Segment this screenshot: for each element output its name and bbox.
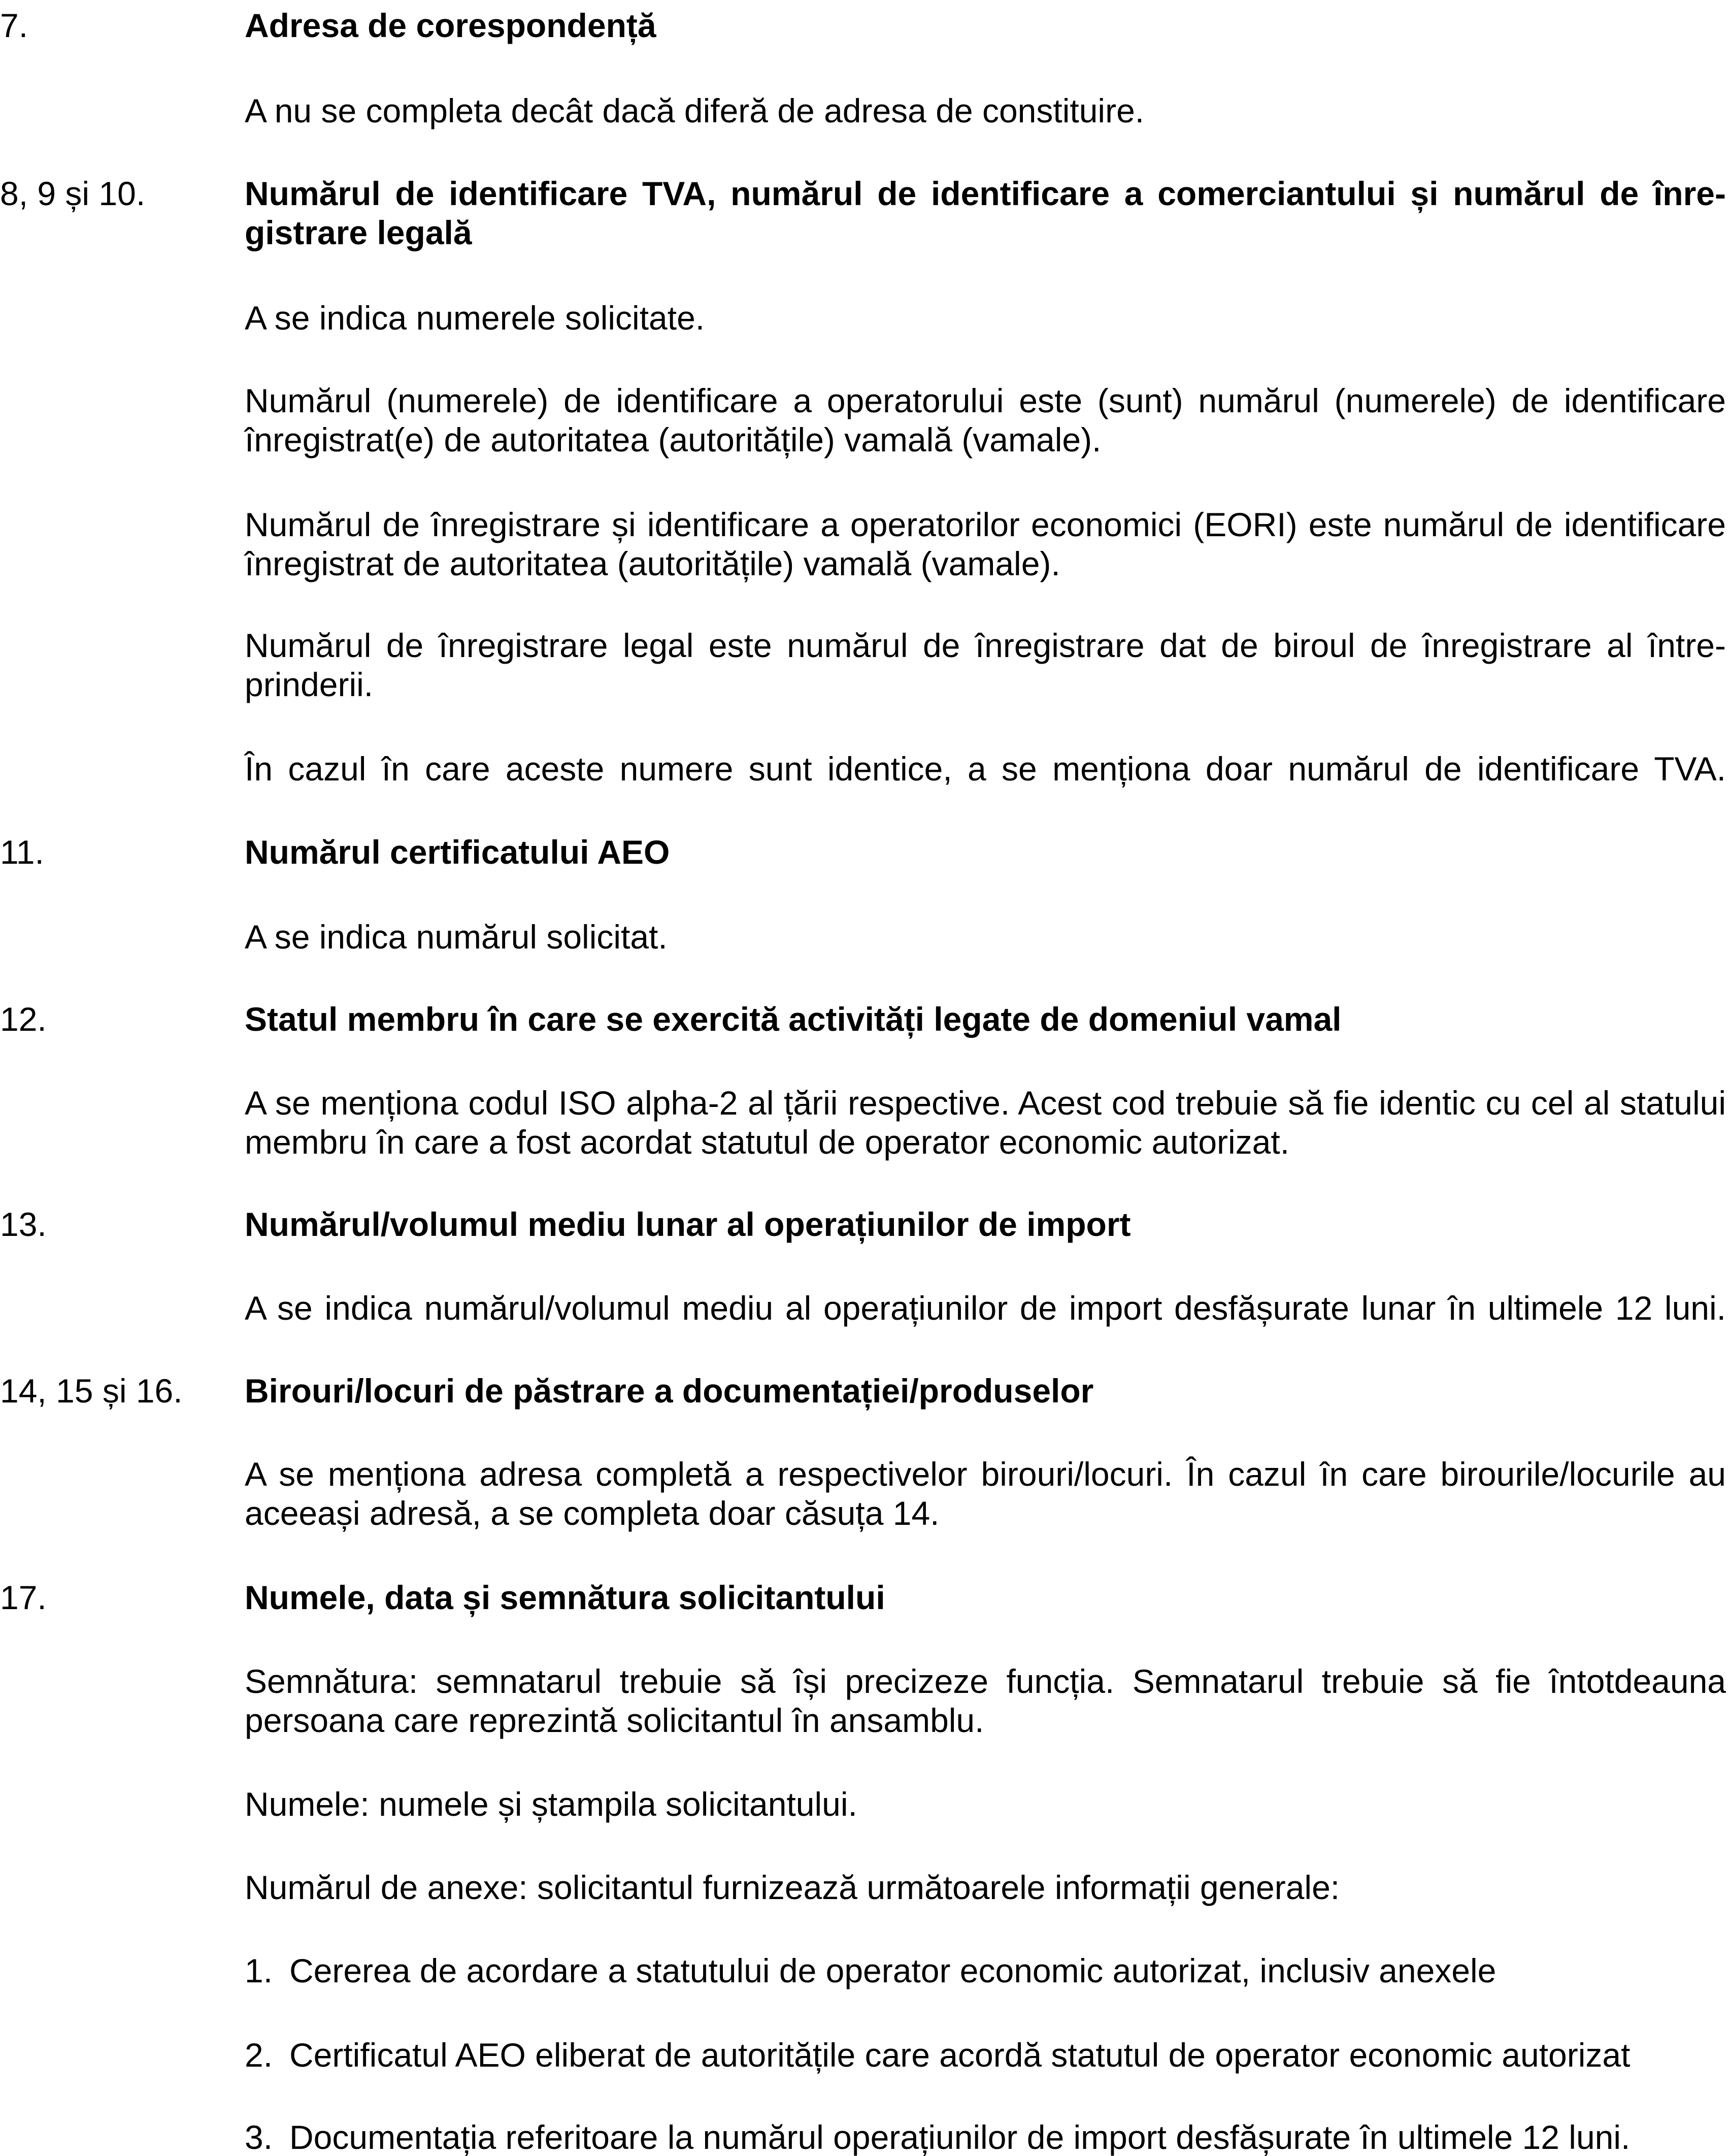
section-7-number: 7.	[0, 7, 28, 44]
section-14-16-heading: Birouri/locuri de păstrare a documentației/produselor	[245, 1372, 1094, 1410]
section-8-10-heading-line1: Numărul de identificare TVA, numărul de identificare a comerciantului și numărul de înre-	[245, 175, 1726, 212]
section-8-10-paragraph-4-line2: prinderii.	[245, 666, 374, 703]
section-14-16-paragraph-line2: aceeași adresă, a se completa doar căsuța 14.	[245, 1494, 940, 1532]
section-12-heading: Statul membru în care se exercită activități legate de domeniul vamal	[245, 1000, 1342, 1038]
section-11-paragraph: A se indica numărul solicitat.	[245, 918, 668, 956]
section-8-10-paragraph-3-line2: înregistrat de autoritatea (autoritățile) vamală (vamale).	[245, 545, 1060, 582]
section-13-number: 13.	[0, 1205, 47, 1243]
section-8-10-paragraph-4-line1: Numărul de înregistrare legal este numărul de înregistrare dat de biroul de înregistrare al între-	[245, 627, 1726, 664]
section-7-paragraph: A nu se completa decât dacă diferă de adresa de constituire.	[245, 92, 1145, 129]
section-17-number: 17.	[0, 1579, 47, 1616]
list-item-1-number: 1.	[245, 1952, 273, 1989]
section-14-16-number: 14, 15 și 16.	[0, 1372, 183, 1410]
section-8-10-paragraph-3-line1: Numărul de înregistrare și identificare a operatorilor economici (EORI) este numărul de identificare	[245, 506, 1726, 543]
section-13-paragraph: A se indica numărul/volumul mediu al operațiunilor de import desfășurate lunar în ultimele 12 luni.	[245, 1289, 1726, 1327]
section-17-heading: Numele, data și semnătura solicitantului	[245, 1579, 885, 1616]
section-12-number: 12.	[0, 1000, 47, 1038]
section-8-10-heading-line2: gistrare legală	[245, 214, 472, 251]
list-item-3-text: Documentația referitoare la numărul operațiunilor de import desfășurate în ultimele 12 luni.	[289, 2118, 1631, 2156]
list-item-3-number: 3.	[245, 2118, 273, 2156]
section-8-10-paragraph-5: În cazul în care aceste numere sunt identice, a se menționa doar numărul de identificare TVA.	[245, 750, 1726, 788]
section-17-paragraph-1-line2: persoana care reprezintă solicitantul în ansamblu.	[245, 1702, 984, 1739]
section-17-paragraph-1-line1: Semnătura: semnatarul trebuie să își precizeze funcția. Semnatarul trebuie să fie întotdeauna	[245, 1662, 1726, 1700]
section-8-10-number: 8, 9 și 10.	[0, 175, 146, 212]
section-8-10-paragraph-2-line2: înregistrat(e) de autoritatea (autoritățile) vamală (vamale).	[245, 421, 1102, 459]
list-item-1-text: Cererea de acordare a statutului de operator economic autorizat, inclusiv anexele	[289, 1952, 1497, 1989]
section-11-number: 11.	[0, 833, 44, 871]
section-17-paragraph-3: Numărul de anexe: solicitantul furnizează următoarele informații generale:	[245, 1869, 1340, 1906]
section-8-10-paragraph-2-line1: Numărul (numerele) de identificare a operatorului este (sunt) numărul (numerele) de identificare	[245, 382, 1726, 419]
section-17-paragraph-2: Numele: numele și ștampila solicitantului.	[245, 1785, 857, 1823]
section-11-heading: Numărul certificatului AEO	[245, 833, 670, 871]
section-12-paragraph-line1: A se menționa codul ISO alpha-2 al țării respective. Acest cod trebuie să fie identic cu cel al statului	[245, 1084, 1726, 1122]
section-13-heading: Numărul/volumul mediu lunar al operațiunilor de import	[245, 1205, 1131, 1243]
section-14-16-paragraph-line1: A se menționa adresa completă a respectivelor birouri/locuri. În cazul în care birourile/locurile au	[245, 1455, 1726, 1493]
list-item-2-number: 2.	[245, 2036, 273, 2074]
section-8-10-paragraph-1: A se indica numerele solicitate.	[245, 299, 705, 337]
list-item-2-text: Certificatul AEO eliberat de autoritățile care acordă statutul de operator economic autorizat	[289, 2036, 1631, 2074]
section-7-heading: Adresa de corespondență	[245, 7, 656, 44]
section-12-paragraph-line2: membru în care a fost acordat statutul de operator economic autorizat.	[245, 1123, 1290, 1161]
